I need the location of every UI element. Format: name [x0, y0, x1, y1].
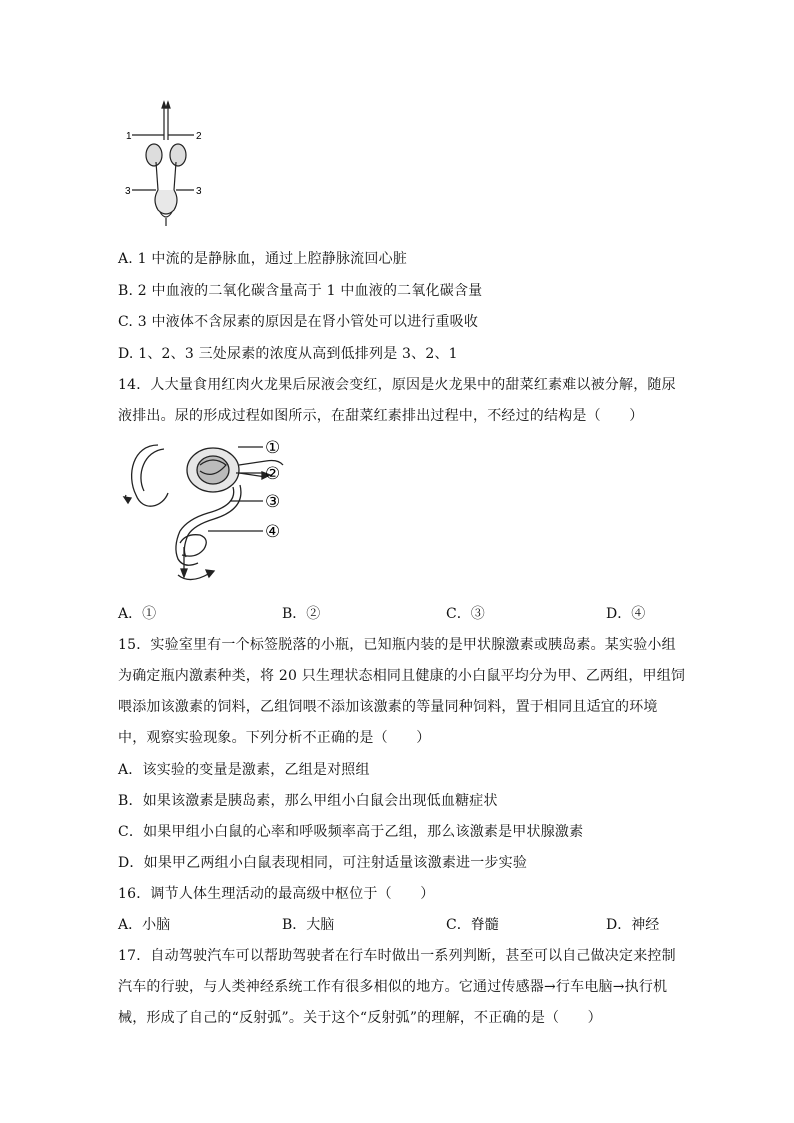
nephron-label-2: ②	[265, 464, 281, 484]
q15-stem-line-2: 为确定瓶内激素种类，将 20 只生理状态相同且健康的小白鼠平均分为甲、乙两组，甲组饲	[118, 668, 686, 684]
q13-option-c: C. 3 中液体不含尿素的原因是在肾小管处可以进行重吸收	[118, 314, 479, 330]
q14-option-a: A．①	[118, 606, 157, 622]
q17-stem-line-2: 汽车的行驶，与人类神经系统工作有很多相似的地方。它通过传感器→行车电脑→执行机	[118, 979, 668, 995]
q16-option-b: B．大脑	[282, 917, 335, 933]
q13-option-b: B. 2 中血液的二氧化碳含量高于 1 中血液的二氧化碳含量	[118, 283, 483, 299]
fig1-label-2: 2	[196, 131, 202, 142]
q15-stem-line-4: 中，观察实验现象。下列分析不正确的是（ ）	[118, 730, 431, 746]
q16-option-c: C．脊髓	[446, 917, 499, 933]
q16-option-d: D．神经	[606, 917, 660, 933]
nephron-label-1: ①	[265, 438, 281, 458]
nephron-label-4: ④	[265, 522, 281, 542]
q17-stem-line-1: 17．自动驾驶汽车可以帮助驾驶者在行车时做出一系列判断，甚至可以自己做决定来控制	[118, 948, 676, 964]
nephron-figure	[118, 435, 298, 587]
nephron-label-3: ③	[265, 492, 281, 512]
q16-stem: 16．调节人体生理活动的最高级中枢位于（ ）	[118, 886, 435, 902]
q17-stem-line-3: 械，形成了自己的“反射弧”。关于这个“反射弧”的理解，不正确的是（ ）	[118, 1010, 602, 1026]
q15-option-a: A．该实验的变量是激素，乙组是对照组	[118, 762, 370, 778]
q14-option-b: B．②	[282, 606, 321, 622]
fig1-label-3-left: 3	[125, 186, 131, 197]
q15-option-d: D．如果甲乙两组小白鼠表现相同，可注射适量该激素进一步实验	[118, 855, 528, 871]
fig1-label-3-right: 3	[196, 186, 202, 197]
q14-stem-line-2: 液排出。尿的形成过程如图所示，在甜菜红素排出过程中，不经过的结构是（ ）	[118, 408, 644, 424]
urinary-system-figure	[122, 100, 212, 230]
q15-option-c: C．如果甲组小白鼠的心率和呼吸频率高于乙组，那么该激素是甲状腺激素	[118, 824, 584, 840]
q16-option-a: A．小脑	[118, 917, 171, 933]
q15-stem-line-3: 喂添加该激素的饲料，乙组饲喂不添加该激素的等量同种饲料，置于相同且适宜的环境	[118, 699, 658, 715]
q15-option-b: B．如果该激素是胰岛素，那么甲组小白鼠会出现低血糖症状	[118, 793, 498, 809]
q13-option-d: D. 1、2、3 三处尿素的浓度从高到低排列是 3、2、1	[118, 346, 458, 362]
fig1-label-1: 1	[126, 131, 132, 142]
q15-stem-line-1: 15．实验室里有一个标签脱落的小瓶，已知瓶内装的是甲状腺激素或胰岛素。某实验小组	[118, 637, 676, 653]
q14-stem-line-1: 14．人大量食用红肉火龙果后尿液会变红，原因是火龙果中的甜菜红素难以被分解，随尿	[118, 377, 676, 393]
q14-option-d: D．④	[606, 606, 646, 622]
q13-option-a: A. 1 中流的是静脉血，通过上腔静脉流回心脏	[118, 251, 407, 267]
q14-option-c: C．③	[446, 606, 485, 622]
